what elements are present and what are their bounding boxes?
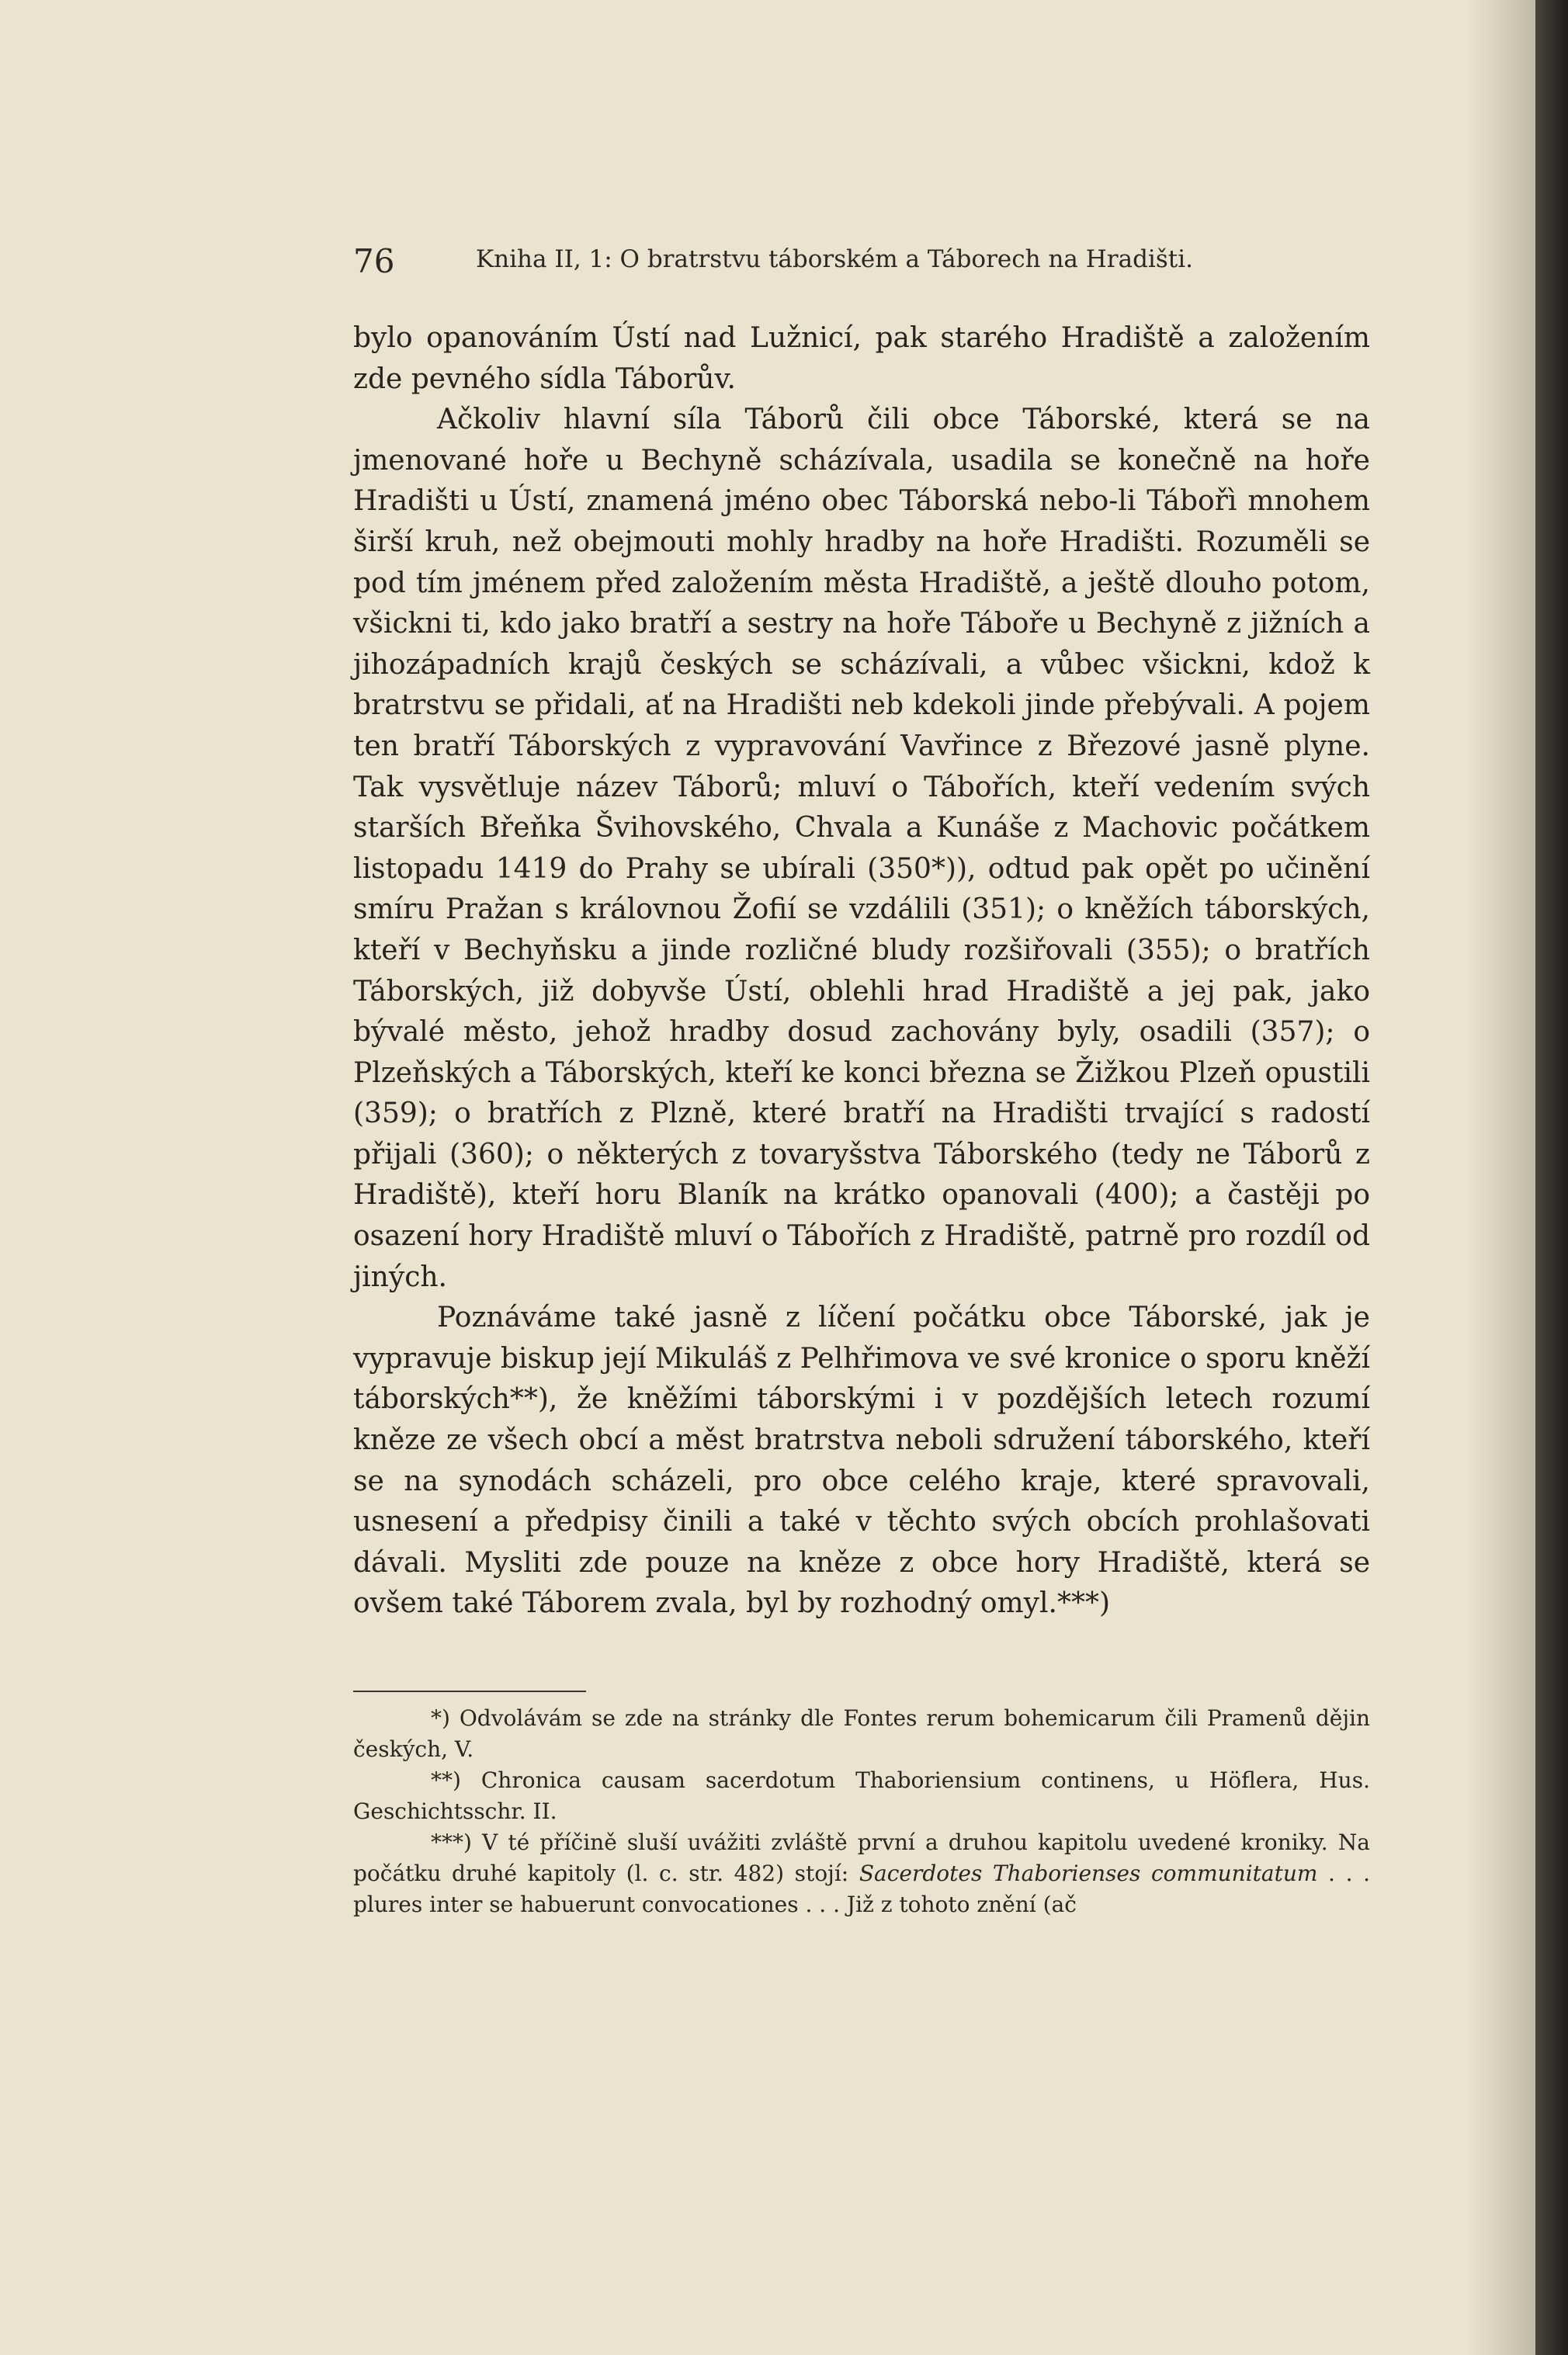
paragraph-3: Poznáváme také jasně z líčení počátku obce Táborské, jak je vypravuje biskup její Mikuláš z Pelhřimova ve své kronice o sporu kněží táborských**), že kněžími táborskými i v pozdějších letech rozumí kněze ze všech obcí a měst bratrstva neboli sdružení táborského, kteří se na synodách scházeli, pro obce celého kraje, které spravovali, usnesení a předpisy činili a také v těchto svých obcích prohlašovati dávali. Mysliti zde pouze na kněze z obce hory Hradiště, která se ovšem také Táborem zvala, byl by rozhodný omyl.***) bbox=[353, 1302, 1370, 1620]
page-gutter-shadow bbox=[1467, 0, 1535, 2355]
footnote-divider bbox=[353, 1691, 586, 1692]
paragraph-2: Ačkoliv hlavní síla Táborů čili obce Táborské, která se na jmenované hoře u Bechyně scházívala, usadila se konečně na hoře Hradišti u Ústí, znamená jméno obec Táborská nebo-li Tábořì mnohem širší kruh, než obejmouti mohly hradby na hoře Hradišti. Rozuměli se pod tím jménem před založením města Hradiště, a ještě dlouho potom, všickni ti, kdo jako bratří a sestry na hoře Táboře u Bechyně z jižních a jihozápadních krajů českých se scházívali, a vůbec všickni, kdož k bratrstvu se přidali, ať na Hradišti neb kdekoli jinde přebývali. A pojem ten bratří Táborských z vypravování Vavřince z Březové jasně plyne. Tak vysvětluje název Táborů; mluví o Tábořích, kteří vedením svých starších Břeňka Švihovského, Chvala a Kunáše z Machovic počátkem listopadu 1419 do Prahy se ubírali (350*)), odtud pak opět po učinění smíru Pražan s královnou Žofií se vzdálili (351); o kněžích táborských, kteří v Bechyňsku a jinde rozličné bludy rozšiřovali (355); o bratřích Táborských, již dobyvše Ústí, oblehli hrad Hradiště a jej pak, jako bývalé město, jehož hradby dosud zachovány byly, osadili (357); o Plzeňských a Táborských, kteří ke konci března se Žižkou Plzeň opustili (359); o bratřích z Plzně, které bratří na Hradišti trvající s radostí přijali (360); o některých z tovaryšstva Táborského (tedy ne Táborů z Hradiště), kteří horu Blaník na krátko opanovali (400); a častěji po osazení hory Hradiště mluví o Tábořích z Hradiště, patrně pro rozdíl od jiných. bbox=[353, 404, 1370, 1293]
paragraph-1: bylo opanováním Ústí nad Lužnicí, pak starého Hradiště a založením zde pevného sídla Táborův. bbox=[353, 322, 1370, 395]
page-edge bbox=[1535, 0, 1568, 2355]
running-head: Kniha II, 1: O bratrstvu táborském a Táborech na Hradišti. bbox=[476, 245, 1193, 273]
footnote-3-start: ***) V té příčině sluší uvážiti zvláště první a druhou kapitolu uvedené kroniky. Na počátku druhé kapitoly (l. c. str. 482) stojí: bbox=[353, 1830, 1370, 1886]
footnotes bbox=[353, 1703, 1370, 1920]
footnote-3-end: . . . plures inter se habuerunt convocationes . . . Již z tohoto znění (ač bbox=[353, 1861, 1370, 1917]
main-text bbox=[353, 318, 1370, 1625]
page-number: 76 bbox=[353, 242, 395, 280]
footnote-3 bbox=[353, 1827, 1370, 1920]
footnote-1: *) Odvolávám se zde na stránky dle Fontes rerum bohemicarum čili Pramenů dějin českých, V. bbox=[353, 1705, 1370, 1762]
footnote-2: **) Chronica causam sacerdotum Thaboriensium continens, u Höflera, Hus. Geschichtsschr. II. bbox=[353, 1767, 1370, 1824]
footnote-3-latin: Sacerdotes Thaborienses communitatum bbox=[859, 1861, 1318, 1886]
